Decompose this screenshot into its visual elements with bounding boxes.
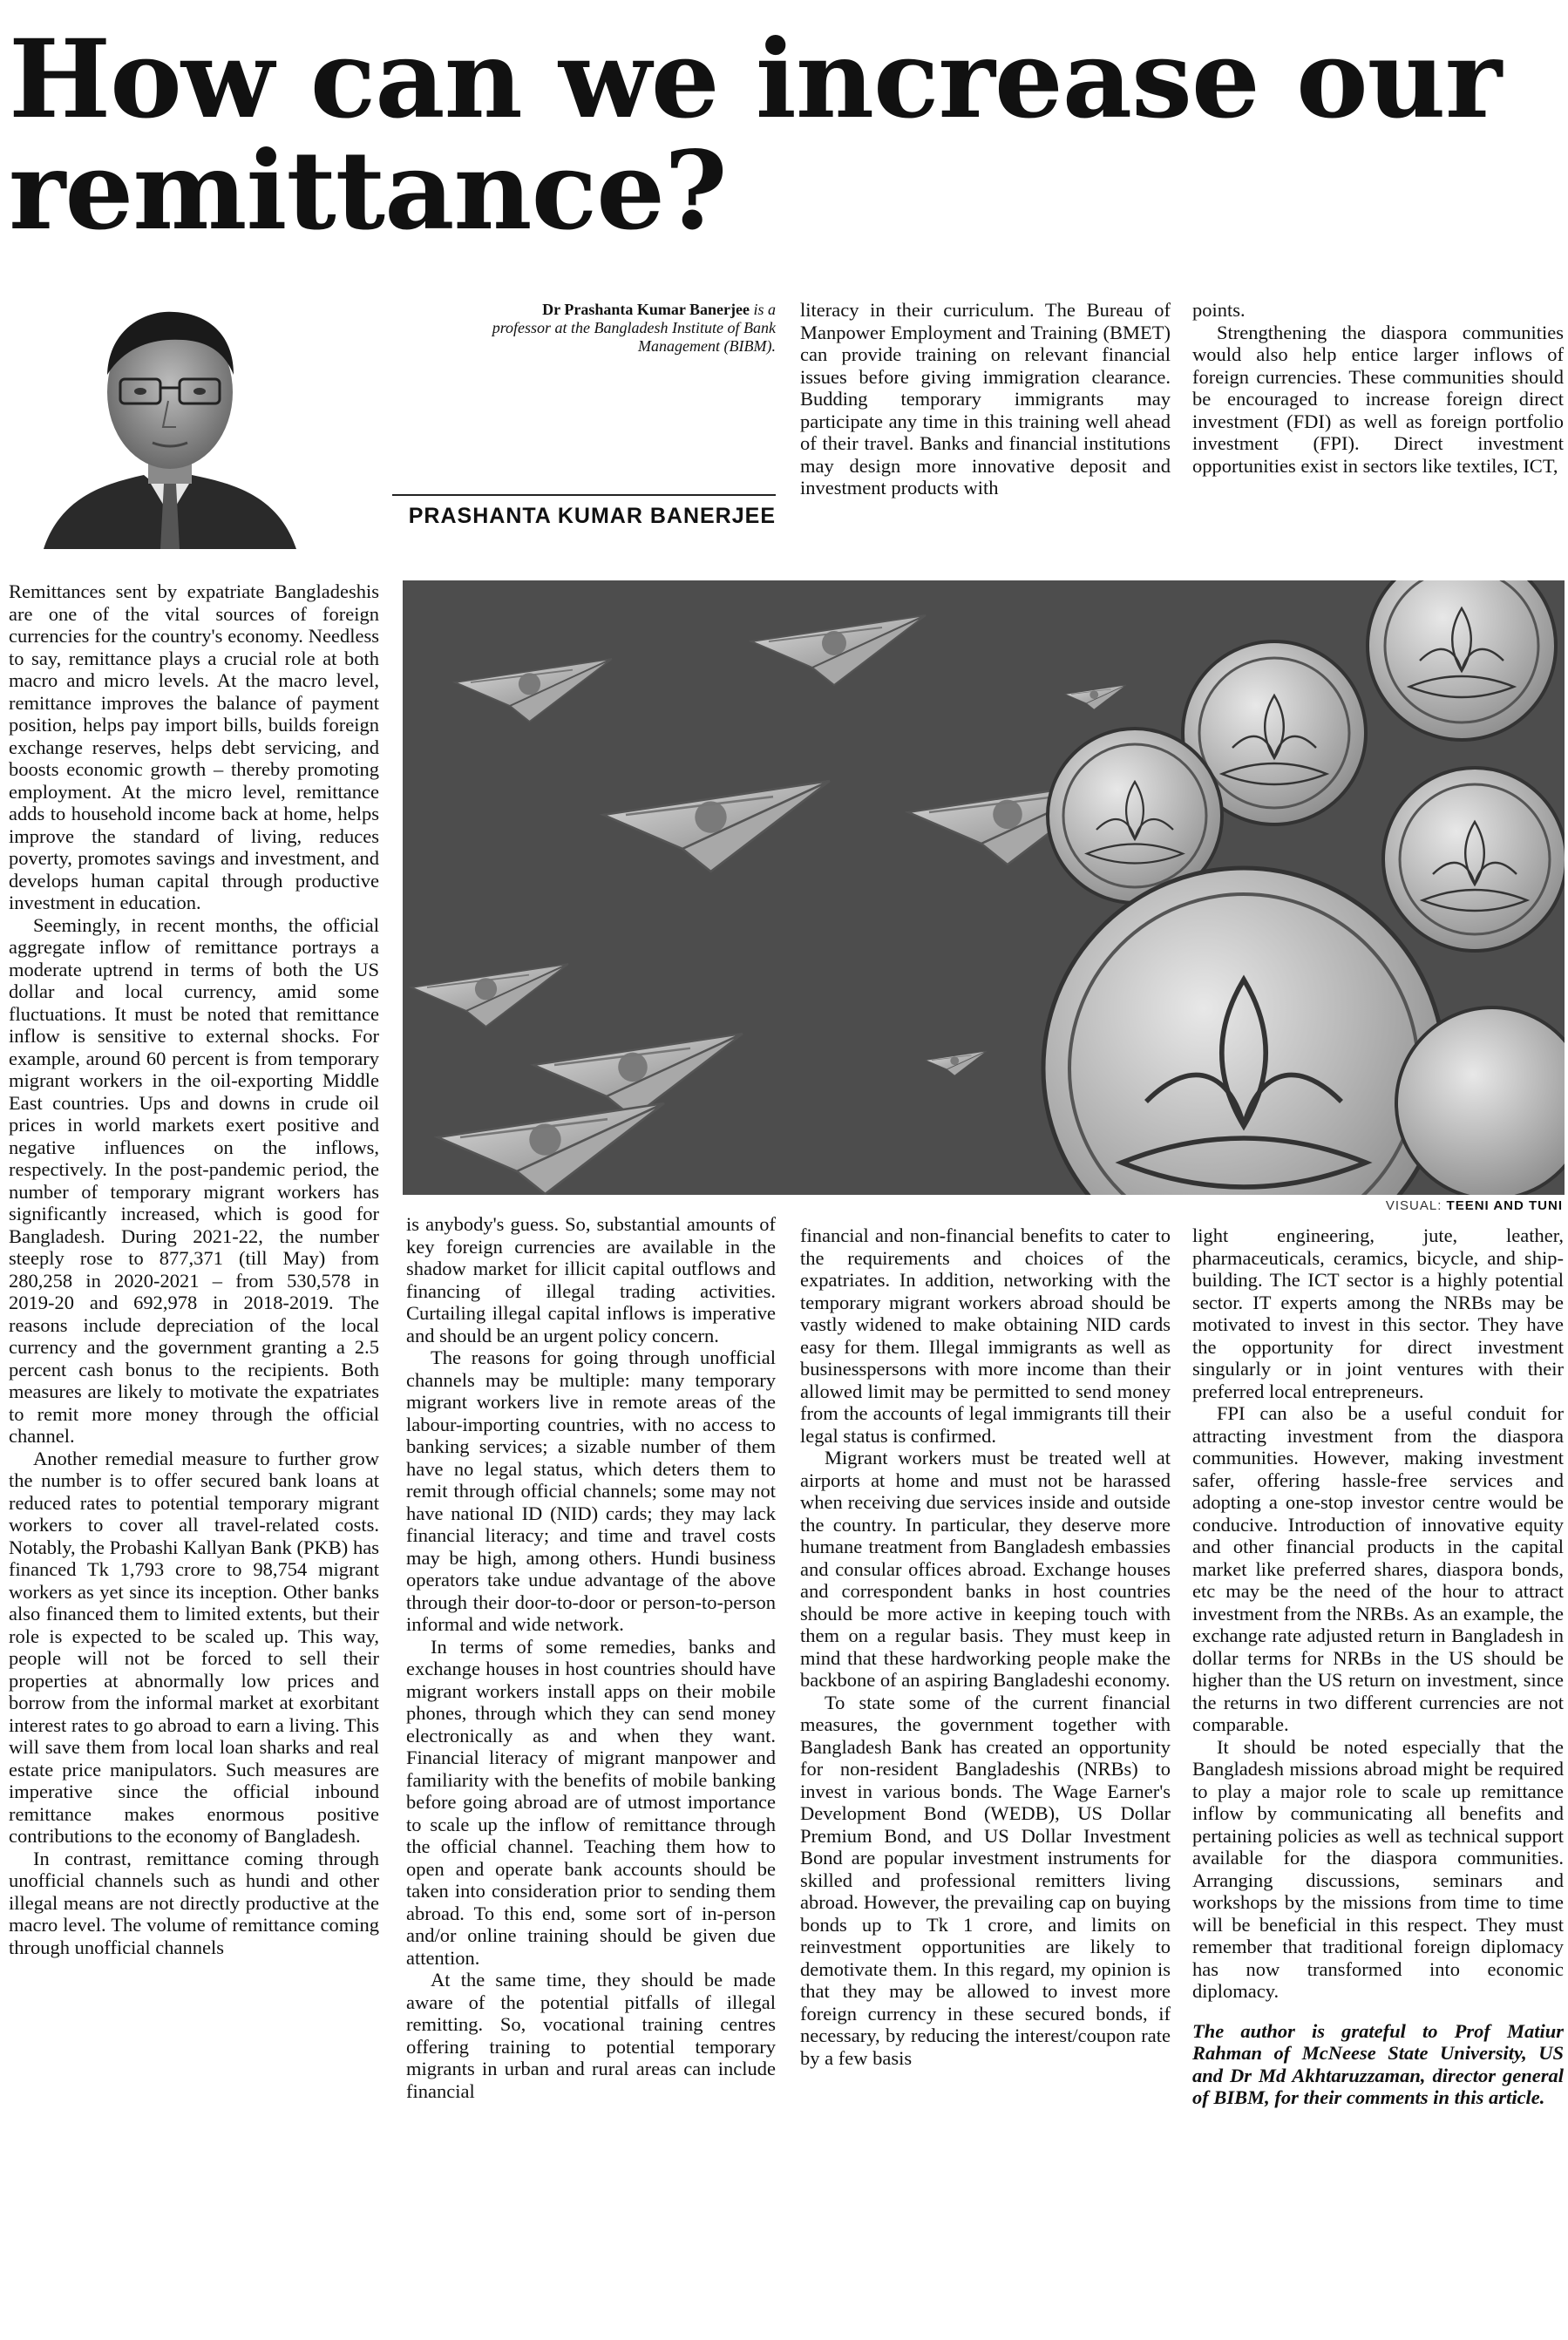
visual-credit-name: TEENI AND TUNI (1446, 1198, 1563, 1213)
paragraph: Another remedial measure to further grow the number is to offer secured bank loans at reduced rates to potential temporary migrant workers to cover all travel-related costs. Notably, the Probashi Kallyan Bank (PKB) has financed Tk 1,793 crore to 98,754 migrant workers as yet since its inception. Other banks also financed them to limited extents, but their role is expected to be scaled up. This way, people will not be forced to sell their properties at abnormally low prices and borrow from the informal market at exorbitant interest rates to go abroad to earn a living. This will save them from local loan sharks and real estate price manipulators. Such measures are imperative since the official inbound remittance makes enormous positive contributions to the economy of Bangladesh. (9, 1447, 379, 1847)
paragraph: Strengthening the diaspora communities would also help entice larger inflows of foreign currencies. These communities should be encouraged to increase foreign direct investment (FDI) as well as foreign portfolio investment (FPI). Direct investment opportunities exist in sectors like textiles, ICT, (1192, 321, 1564, 477)
column-4 (1192, 1224, 1564, 2109)
column-2-top (800, 299, 1171, 499)
paragraph: financial and non-financial benefits to cater to the requirements and choices of the expatriates. In addition, networking with the temporary migrant workers abroad should be vastly widened to make obtaining NID cards easy for them. Illegal immigrants as well as businesspersons with more income than their allowed limit may be permitted to send money from the accounts of legal immigrants till their legal status is confirmed. (800, 1224, 1171, 1447)
author-bio-name: Dr Prashanta Kumar Banerjee (542, 301, 750, 318)
visual-credit-label: VISUAL: (1385, 1198, 1442, 1213)
paragraph: light engineering, jute, leather, pharmaceuticals, ceramics, bicycle, and ship-building. The ICT sector is a highly potential sector. IT experts among the NRBs may be motivated to invest in this sector. They have the opportunity for direct investment singularly or in joint ventures with their preferred local entrepreneurs. (1192, 1224, 1564, 1402)
paragraph: Remittances sent by expatriate Bangladeshis are one of the vital sources of foreign currencies for the country's economy. Needless to say, remittance plays a crucial role at both macro and micro levels. At the macro level, remittance improves the balance of payment position, helps pay import bills, builds foreign exchange reserves, helps debt servicing, and boosts economic growth – thereby promoting employment. At the micro level, remittance adds to household income back at home, helps improve the standard of living, reduces poverty, promotes savings and investment, and develops human capital through productive investment in education. (9, 580, 379, 913)
paragraph: The reasons for going through unofficial channels may be multiple: many temporary migrant workers live in remote areas of the labour-importing countries, with no access to banking services; a sizable number of them have no legal status, which deters them to remit through official channels; some may not have national ID (NID) cards; they may lack financial literacy; and time and travel costs may be high, among others. Hundi business operators take undue advantage of the above through their door-to-door or person-to-person informal and wide network. (406, 1346, 776, 1635)
paragraph: In terms of some remedies, banks and exchange houses in host countries should have migrant workers install apps on their mobile phones, through which they can send money electronically as and when they want. Financial literacy of migrant manpower and familiarity with the benefits of mobile banking before going abroad are of utmost importance to scale up the inflow of remittance through the official channel. Teaching them how to open and operate bank accounts should be taken into consideration prior to sending them abroad. To this end, some sort of in-person and/or online training should be given due attention. (406, 1635, 776, 1969)
column-3 (800, 1224, 1171, 2069)
paragraph: To state some of the current financial measures, the government together with Bangladesh Bank has created an opportunity for non-resident Bangladeshis (NRBs) to invest in various bonds. The Wage Earner's Development Bond (WEDB), US Dollar Premium Bond, and US Dollar Investment Bond are popular investment instruments for skilled and professional remitters living abroad. However, the prevailing cap on buying bonds up to Tk 1 crore, and limits on reinvestment opportunities are likely to demotivate them. In this regard, my opinion is that they may be allowed to invest more foreign currency in these secured bonds, if necessary, by reducing the interest/coupon rate by a few basis (800, 1691, 1171, 2069)
column-2 (406, 1213, 776, 2102)
column-3-top (1192, 299, 1564, 477)
visual-credit (1386, 1198, 1563, 1213)
author-rule (392, 494, 776, 496)
paragraph: is anybody's guess. So, substantial amounts of key foreign currencies are available in the shadow market for illicit capital outflows and financing of illegal trading activities. Curtailing illegal capital inflows is imperative and should be an urgent policy concern. (406, 1213, 776, 1346)
paragraph: It should be noted especially that the Bangladesh missions abroad might be required to play a major role to scale up remittance inflow by communicating all benefits and pertaining policies as well as technical support available for the diaspora communities. Arranging discussions, seminars and workshops by the missions from time to time will be beneficial in this respect. They must remember that traditional foreign diplomacy has now transformed into economic diplomacy. (1192, 1735, 1564, 2002)
author-name: PRASHANTA KUMAR BANERJEE (408, 504, 776, 528)
column-1 (9, 580, 379, 1958)
remittance-illustration (403, 580, 1565, 1195)
paragraph: Migrant workers must be treated well at airports at home and must not be harassed when receiving due services inside and outside the country. In particular, they deserve more humane treatment from Bangladesh embassies and consular offices abroad. Exchange houses and correspondent banks in host countries should be more active in keeping touch with them on a regular basis. They must keep in mind that these hardworking people make the backbone of an aspiring Bangladeshi economy. (800, 1447, 1171, 1691)
author-bio (488, 301, 776, 356)
paragraph: At the same time, they should be made aware of the potential pitfalls of illegal remitting. So, vocational training centres offering training to potential temporary migrants in urban and rural areas can include financial (406, 1969, 776, 2102)
acknowledgement: The author is grateful to Prof Matiur Rahman of McNeese State University, US and Dr Md Akhtaruzzaman, director general of BIBM, for their comments in this article. (1192, 2019, 1564, 2108)
paragraph: Seemingly, in recent months, the official aggregate inflow of remittance portrays a moderate uptrend in terms of both the US dollar and local currency, amid some fluctuations. It must be noted that remittance inflow is sensitive to external shocks. For example, around 60 percent is from temporary migrant workers in the oil-exporting Middle East countries. Ups and downs in crude oil prices in world markets exert positive and negative influences on the inflows, respectively. In the post-pandemic period, the number of temporary migrant workers has significantly increased, which is good for Bangladesh. During 2021-22, the number steeply rose to 877,371 (till May) from 280,258 in 2020-2021 – from 530,578 in 2019-20 and 692,978 in 2018-2019. The reasons include depreciation of the local currency and the government granting a 2.5 percent cash bonus to the recipients. Both measures are likely to motivate the expatriates to remit more money through the official channel. (9, 913, 379, 1447)
headline: How can we increase our remittance? (9, 17, 1502, 254)
paragraph: points. (1192, 299, 1246, 321)
paragraph: In contrast, remittance coming through unofficial channels such as hundi and other illegal means are not directly productive at the macro level. The volume of remittance coming through unofficial channels (9, 1847, 379, 1958)
paragraph: literacy in their curriculum. The Bureau of Manpower Employment and Training (BMET) can provide training on relevant financial issues before giving immigration clearance. Budding temporary immigrants may participate any time in this training well ahead of their travel. Banks and financial institutions may design more innovative deposit and investment products with (800, 299, 1171, 499)
author-photo (9, 288, 392, 549)
author-bio-description: is a professor at the Bangladesh Institute of Bank Management (BIBM). (492, 301, 776, 355)
paragraph: FPI can also be a useful conduit for attracting investment from the diaspora communities. However, making investment safer, offering hassle-free services and adopting a one-stop investor centre would be conducive. Introduction of innovative equity and other financial products in the capital market like preferred shares, diaspora bonds, etc may be the need of the hour to attract investment from the NRBs. As an example, the exchange rate adjusted return in Bangladesh in dollar terms for NRBs in the US should be higher than the US return on investment, since the returns in two different currencies are not comparable. (1192, 1402, 1564, 1735)
